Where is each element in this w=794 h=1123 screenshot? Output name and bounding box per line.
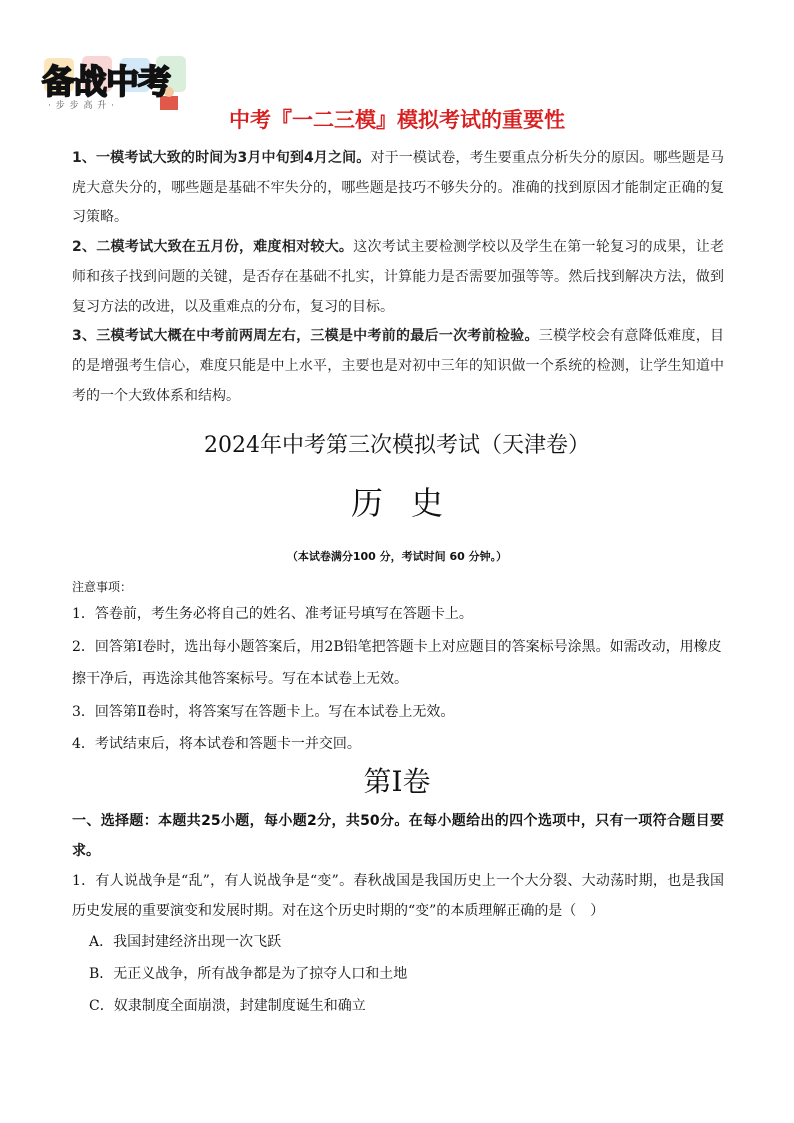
promo-text: [72, 144, 724, 411]
notes-item-4: 4．考试结束后，将本试卷和答题卡一并交回。: [72, 736, 361, 752]
notes: [72, 576, 724, 761]
question-1-option-a: A．我国封建经济出现一次飞跃: [89, 934, 282, 950]
notes-item-3: 3．回答第Ⅱ卷时，将答案写在答题卡上。写在本试卷上无效。: [72, 703, 455, 720]
volume-title: 第Ⅰ卷: [363, 765, 431, 798]
promo-paragraph-1-text: 对于一模试卷，考生要重点分析失分的原因。哪些题是马虎大意失分的，哪些题是基础不牢失分的，哪些题是技巧不够失分的。准确的找到原因才能制定正确的复习策略。: [72, 150, 724, 226]
question-section: [72, 806, 724, 1022]
notes-item-1: 1．答卷前，考生务必将自己的姓名、准考证号填写在答题卡上。: [72, 606, 473, 622]
promo-paragraph-2-text: 这次考试主要检测学校以及学生在第一轮复习的成果，让老师和孩子找到问题的关键，是否存在基础不扎实，计算能力是否需要加强等等。然后找到解决方法，做到复习方法的改进，以及重难点的分布，复习的目标。: [72, 239, 724, 315]
promo-paragraph-1: [72, 144, 724, 233]
promo-paragraph-3: [72, 322, 724, 411]
promo-title: 中考『一二三模』模拟考试的重要性: [229, 108, 565, 132]
question-1-option-c: C．奴隶制度全面崩溃，封建制度诞生和确立: [89, 998, 366, 1014]
logo-subtitle: · 步 步 高 升 ·: [48, 101, 116, 111]
logo-text: 备战中考: [42, 62, 170, 101]
exam-title: 2024年中考第三次模拟考试（天津卷）: [204, 433, 590, 458]
notes-heading: 注意事项：: [72, 580, 133, 594]
promo-paragraph-1-bold: 1、一模考试大致的时间为3月中旬到4月之间。: [72, 150, 371, 166]
promo-paragraph-3-bold: 3、三模考试大概在中考前两周左右，三模是中考前的最后一次考前检验。: [72, 328, 539, 345]
notes-item-2: 2．回答第Ⅰ卷时，选出每小题答案后，用2B铅笔把答题卡上对应题目的答案标号涂黑。如需改动，用橡皮擦干净后，再选涂其他答案标号。写在本试卷上无效。: [72, 638, 722, 687]
subject-title: 历史: [350, 484, 471, 522]
question-1-option-b: B．无正义战争，所有战争都是为了掠夺人口和土地: [89, 966, 408, 982]
promo-paragraph-2: [72, 233, 724, 322]
promo-paragraph-3-text: 三模学校会有意降低难度，目的是增强考生信心，难度只能是中上水平，主要也是对初中三年的知识做一个系统的检测，让学生知道中考的一个大致体系和结构。: [72, 328, 725, 404]
promo-paragraph-2-bold: 2、二模考试大致在五月份，难度相对较大。: [72, 239, 354, 256]
question-1-stem: 1．有人说战争是“乱”，有人说战争是“变”。春秋战国是我国历史上一个大分裂、大动荡时期，也是我国历史发展的重要演变和发展时期。对在这个历史时期的“变”的本质理解正确的是（ ）: [72, 873, 724, 919]
section-instructions: 一、选择题：本题共25小题，每小题2分，共50分。在每小题给出的四个选项中，只有一项符合题目要求。: [72, 813, 724, 859]
score-note: （本试卷满分100 分，考试时间 60 分钟。）: [286, 550, 508, 563]
